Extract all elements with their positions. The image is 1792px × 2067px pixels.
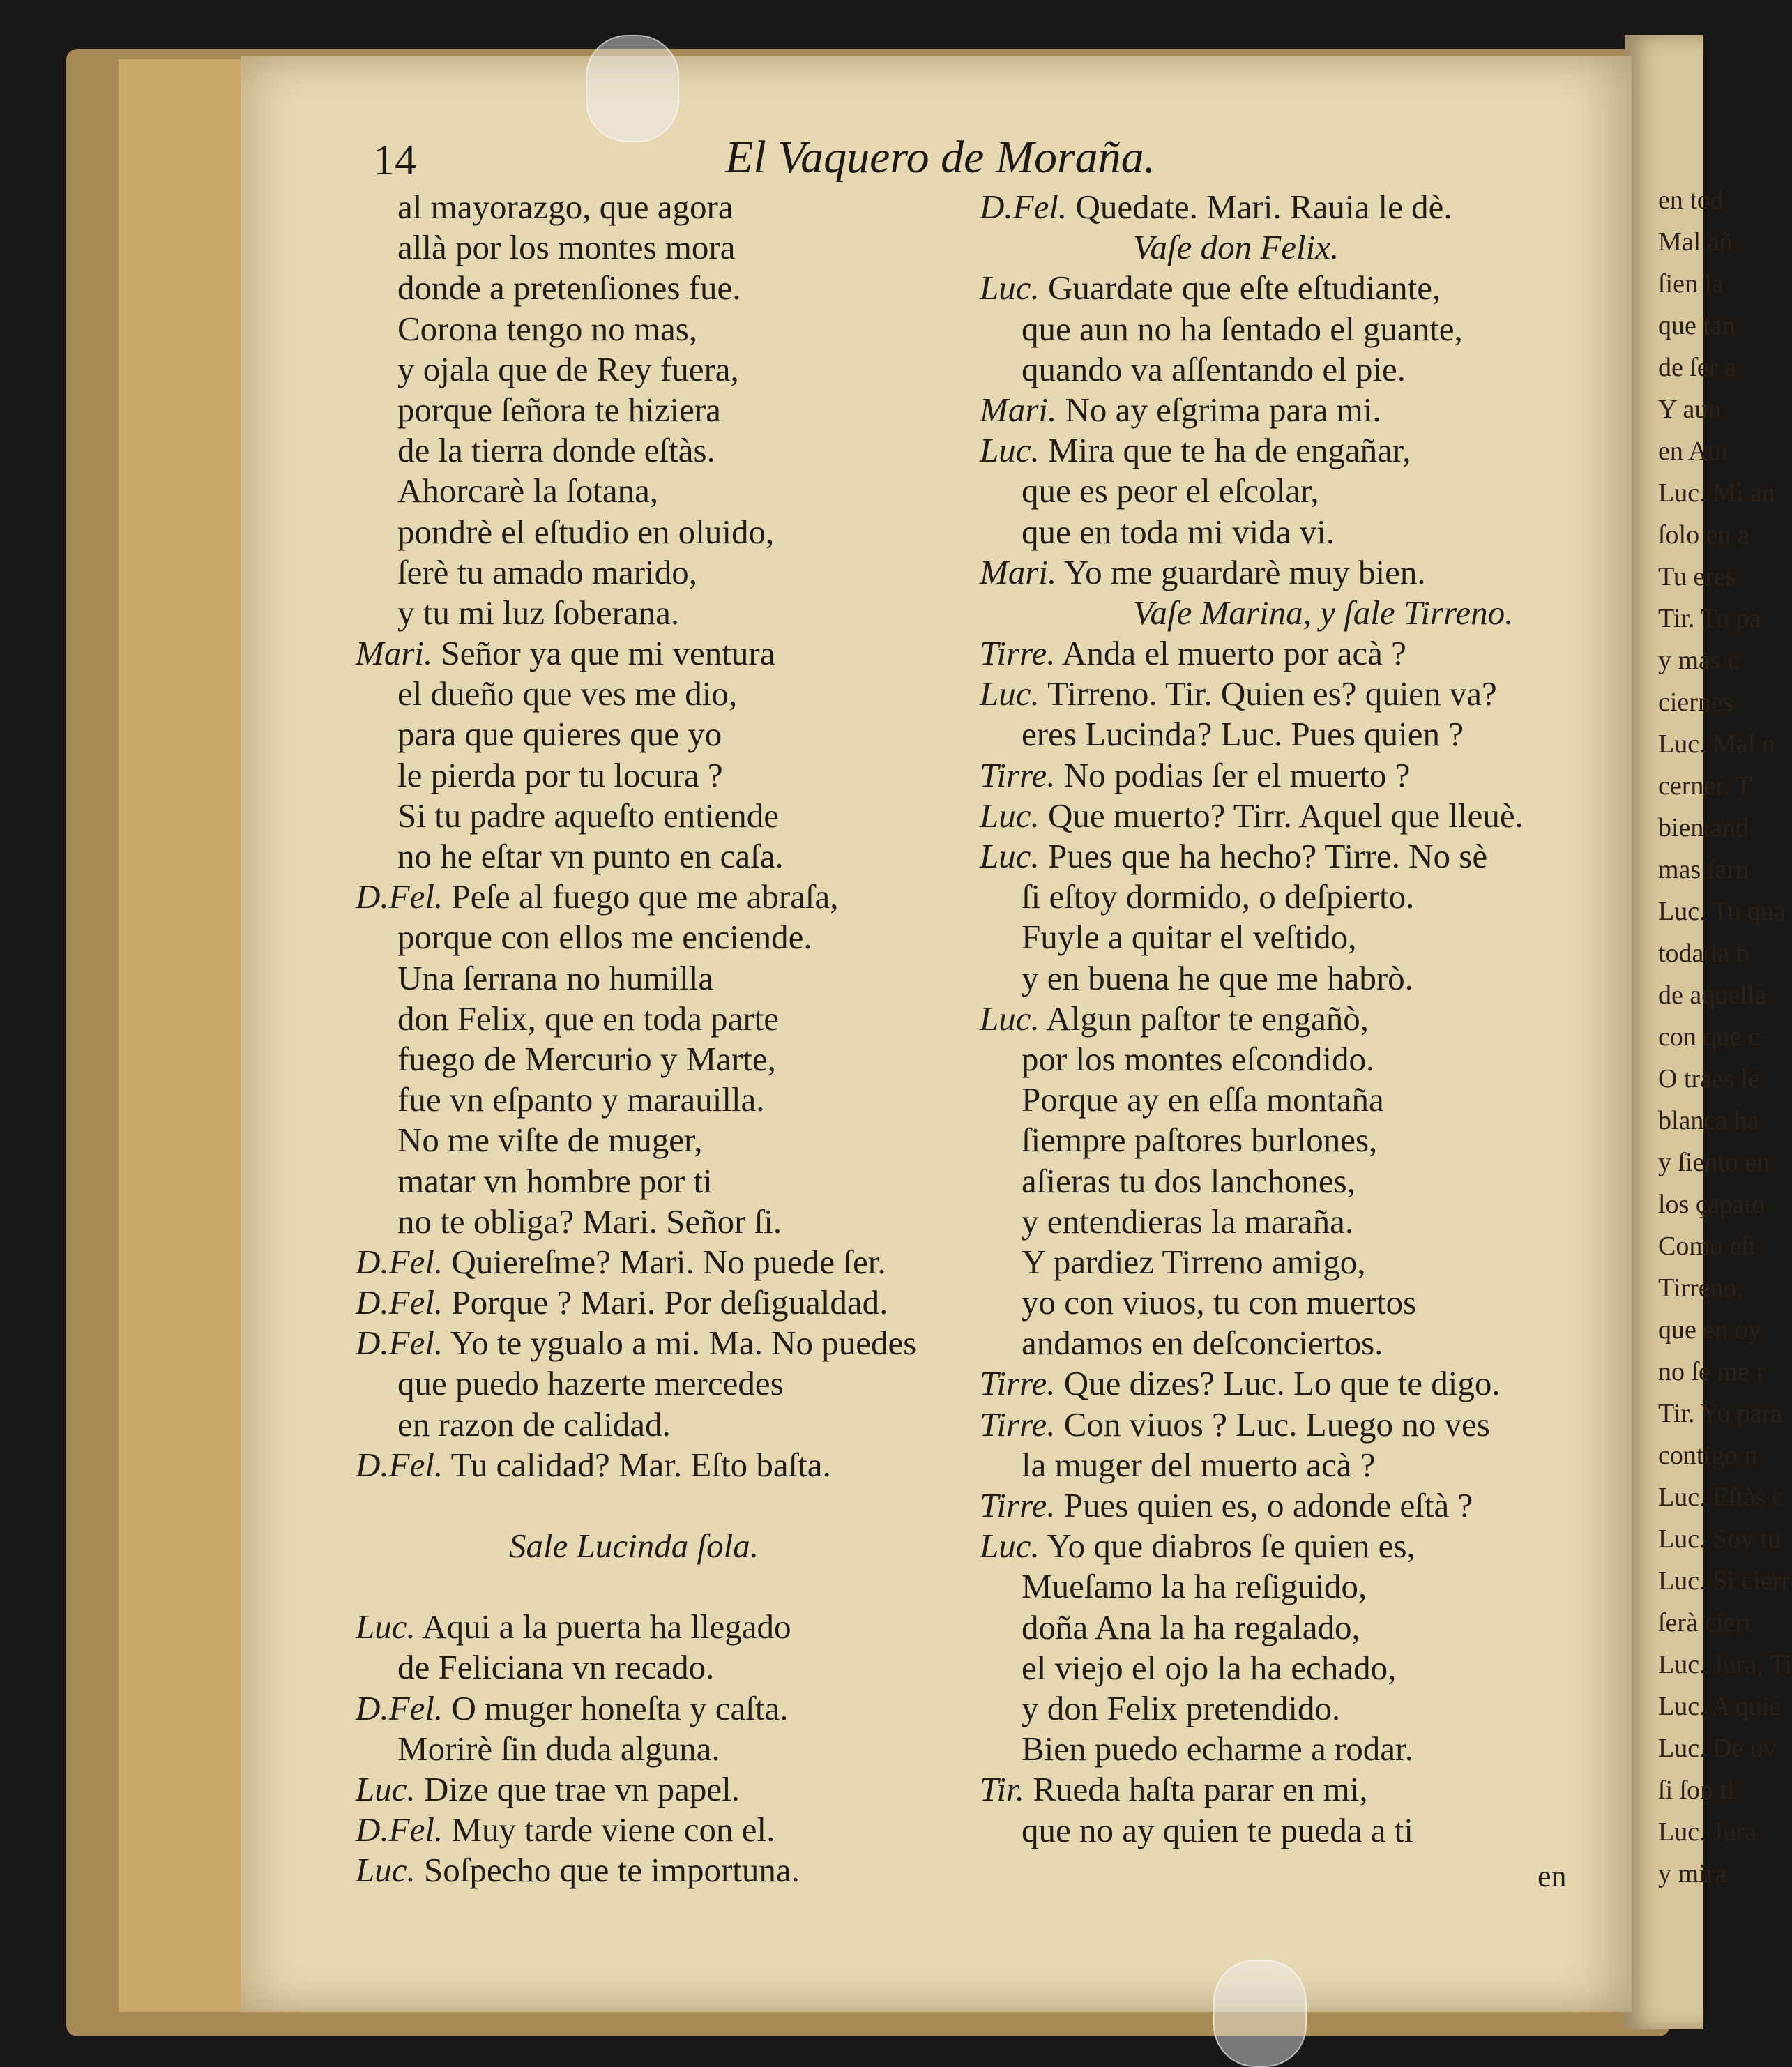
verse-text: ſi eſtoy dormido, o deſpierto. — [1022, 877, 1415, 916]
verse-text: que en toda mi vida vi. — [1022, 512, 1335, 551]
verse-text: que no ay quien te pueda a ti — [1022, 1810, 1413, 1849]
next-page-fragment: blanca ha — [1658, 1106, 1759, 1135]
next-page-strip — [1625, 35, 1792, 2029]
verse-text: Quiereſme? Mari. No puede ſer. — [451, 1242, 886, 1281]
verse-line — [356, 1485, 916, 1526]
speaker-label: Luc. — [356, 1607, 416, 1646]
verse-line — [356, 1850, 916, 1891]
stage-direction: Vaſe Marina, y ſale Tirreno. — [1133, 593, 1514, 632]
verse-text: Morirè ſin duda alguna. — [397, 1729, 720, 1768]
verse-line — [980, 1810, 1524, 1851]
verse-text: fuego de Mercurio y Marte, — [397, 1039, 776, 1078]
speaker-label: Luc. — [356, 1851, 416, 1890]
verse-line — [980, 1404, 1524, 1445]
verse-line — [980, 349, 1524, 390]
verse-text: el dueño que ves me dio, — [397, 674, 738, 713]
next-page-fragment: Luc. A quie — [1658, 1692, 1782, 1721]
verse-line — [980, 674, 1524, 714]
verse-line — [980, 471, 1524, 511]
verse-line — [356, 877, 916, 917]
verse-line — [356, 268, 916, 308]
next-page-fragment: ſolo en a — [1658, 520, 1749, 550]
verse-line — [980, 1080, 1524, 1120]
verse-line — [980, 1323, 1524, 1363]
next-page-fragment: ſi ſon ti — [1658, 1775, 1735, 1805]
verse-line — [356, 390, 916, 430]
verse-text: doña Ana la ha regalado, — [1022, 1607, 1360, 1646]
verse-text: don Felix, que en toda parte — [397, 999, 780, 1038]
verse-line — [980, 1526, 1524, 1566]
verse-line — [356, 1729, 916, 1769]
next-page-fragment: que tan — [1658, 311, 1736, 340]
verse-text: Yo te ygualo a mi. Ma. No puedes — [450, 1324, 917, 1363]
verse-text: Bien puedo echarme a rodar. — [1022, 1729, 1413, 1769]
verse-text: Corona tengo no mas, — [397, 309, 698, 348]
verse-line — [356, 1120, 916, 1160]
verse-line — [356, 836, 916, 877]
next-page-fragment: toda la b — [1658, 939, 1749, 968]
verse-line — [356, 430, 916, 471]
verse-text: de la tierra donde eſtàs. — [397, 431, 715, 470]
verse-line — [980, 268, 1524, 308]
next-page-fragment: cerner. T — [1658, 771, 1752, 801]
running-title: El Vaquero de Moraña. — [725, 132, 1156, 183]
verse-line — [980, 917, 1524, 957]
next-page-fragment: Luc. Eſtàs c — [1658, 1483, 1784, 1512]
verse-text: Que muerto? Tirr. Aquel que lleuè. — [1048, 796, 1524, 835]
next-page-fragment: de ſer a — [1658, 353, 1736, 382]
verse-line — [356, 958, 916, 999]
verse-text: No ay eſgrima para mi. — [1065, 390, 1381, 429]
speaker-label: Mari. — [980, 390, 1057, 429]
next-page-fragment: bien and — [1658, 813, 1749, 842]
verse-text: Anda el muerto por acà ? — [1062, 634, 1406, 673]
verse-line — [980, 512, 1524, 552]
next-page-fragment: Luc. Jura, Ti — [1658, 1650, 1792, 1679]
speaker-label: Luc. — [980, 268, 1040, 308]
stage-direction: Sale Lucinda ſola. — [509, 1527, 759, 1565]
speaker-label: Luc. — [980, 796, 1040, 835]
verse-line — [356, 714, 916, 755]
verse-text: Aqui a la puerta ha llegado — [422, 1607, 791, 1646]
verse-text: Mira que te ha de engañar, — [1048, 431, 1411, 470]
verse-text: pondrè el eſtudio en oluido, — [397, 512, 775, 551]
verse-line — [356, 1404, 916, 1445]
verse-text: Y pardiez Tirreno amigo, — [1022, 1242, 1366, 1281]
verse-text: No podias ſer el muerto ? — [1063, 755, 1411, 794]
verse-text: aſieras tu dos lanchones, — [1022, 1161, 1356, 1200]
verse-text: matar vn hombre por ti — [397, 1161, 713, 1200]
next-page-fragment: ciernes — [1658, 688, 1733, 717]
next-page-fragment: no ſe me r — [1658, 1357, 1766, 1386]
verse-text: Pues que ha hecho? Tirre. No sè — [1048, 837, 1488, 875]
next-page-fragment: Tir. Yo para — [1658, 1399, 1783, 1428]
next-page-fragment: Como eſt — [1658, 1232, 1756, 1261]
verse-line — [356, 1323, 916, 1363]
verse-line — [980, 1769, 1524, 1810]
speaker-label: D.Fel. — [356, 877, 443, 916]
verse-line — [980, 1485, 1524, 1526]
verse-text: y don Felix pretendido. — [1022, 1688, 1341, 1727]
speaker-label: D.Fel. — [356, 1445, 443, 1484]
verse-line — [356, 1810, 916, 1850]
verse-text: Con viuos ? Luc. Luego no ves — [1063, 1404, 1490, 1444]
speaker-label: Tirre. — [980, 1486, 1056, 1524]
verse-line — [980, 1729, 1524, 1769]
verse-text: Quedate. Mari. Rauia le dè. — [1075, 188, 1452, 226]
verse-line — [356, 1202, 916, 1242]
next-page-fragment: y mas c — [1658, 646, 1740, 675]
verse-line — [356, 674, 916, 714]
verse-line — [980, 1242, 1524, 1282]
verse-text: que aun no ha ſentado el guante, — [1022, 309, 1463, 348]
speaker-label: D.Fel. — [356, 1810, 443, 1849]
verse-line — [356, 471, 916, 511]
verse-text: y tu mi luz ſoberana. — [397, 593, 680, 632]
verse-line — [980, 958, 1524, 999]
verse-line — [980, 1161, 1524, 1202]
verse-text: no te obliga? Mari. Señor ſi. — [397, 1202, 782, 1241]
page-number: 14 — [373, 137, 416, 184]
verse-text: Una ſerrana no humilla — [397, 958, 714, 997]
next-page-fragment: Tu eres — [1658, 562, 1736, 591]
verse-text: Guardate que eſte eſtudiante, — [1048, 268, 1441, 308]
next-page-fragment: los çapato — [1658, 1190, 1766, 1219]
verse-line — [980, 1445, 1524, 1485]
verse-line — [980, 1282, 1524, 1323]
speaker-label: Luc. — [980, 837, 1040, 875]
verse-line — [356, 593, 916, 633]
verse-text: Fuyle a quitar el veſtido, — [1022, 918, 1357, 957]
verse-text: donde a pretenſiones fue. — [397, 268, 741, 308]
verse-text: Ahorcarè la ſotana, — [397, 471, 659, 510]
speaker-label: Luc. — [980, 431, 1040, 470]
verse-line — [980, 1566, 1524, 1607]
next-page-fragment: ſerà ciert — [1658, 1608, 1752, 1637]
verse-line — [980, 1688, 1524, 1729]
verse-line — [356, 1688, 916, 1729]
verse-line — [356, 187, 916, 227]
speaker-label: Tir. — [980, 1770, 1025, 1809]
verse-line — [980, 1039, 1524, 1080]
verse-line — [356, 796, 916, 836]
verse-text: Rueda haſta parar en mi, — [1033, 1770, 1368, 1809]
speaker-label: D.Fel. — [980, 188, 1068, 226]
verse-line — [356, 1566, 916, 1607]
verse-line — [356, 1161, 916, 1202]
verse-line — [980, 836, 1524, 877]
verse-line — [980, 1202, 1524, 1242]
verse-text: en razon de calidad. — [397, 1404, 671, 1444]
next-page-fragment: de aquella — [1658, 980, 1767, 1010]
verse-text: Yo me guardarè muy bien. — [1063, 552, 1426, 591]
verse-line — [980, 390, 1524, 430]
speaker-label: Luc. — [980, 674, 1040, 713]
verse-text: le pierda por tu locura ? — [397, 755, 723, 794]
verse-text: andamos en deſconciertos. — [1022, 1324, 1383, 1363]
next-page-fragment: Luc. Soy tu — [1658, 1524, 1782, 1554]
next-page-fragment: con que c — [1658, 1022, 1760, 1052]
next-page-fragment: Tir. Tu pa — [1658, 604, 1761, 633]
speaker-label: D.Fel. — [356, 1688, 443, 1727]
verse-line — [356, 917, 916, 957]
verse-line — [356, 1647, 916, 1688]
verse-line — [356, 1607, 916, 1647]
verse-text: Mueſamo la ha reſiguido, — [1022, 1567, 1367, 1606]
verse-text: No me viſte de muger, — [397, 1121, 703, 1160]
verse-line — [356, 309, 916, 349]
speaker-label: Luc. — [356, 1769, 416, 1808]
verse-line — [356, 633, 916, 674]
verse-text: al mayorazgo, que agora — [397, 188, 734, 226]
verse-text: Pues quien es, o adonde eſtà ? — [1063, 1486, 1473, 1524]
next-page-fragment: O traes le — [1658, 1064, 1760, 1093]
speaker-label: Tirre. — [980, 1404, 1056, 1444]
verse-line — [980, 552, 1524, 593]
speaker-label: Tirre. — [980, 1364, 1056, 1403]
verse-line — [980, 187, 1524, 227]
verse-text: no he eſtar vn punto en caſa. — [397, 837, 784, 875]
verse-text: Que dizes? Luc. Lo que te digo. — [1063, 1364, 1501, 1403]
verse-text: Tu calidad? Mar. Eſto baſta. — [450, 1445, 831, 1484]
verse-line — [980, 309, 1524, 349]
verse-text: que es peor el eſcolar, — [1022, 471, 1319, 510]
verse-line — [980, 714, 1524, 755]
verse-text: allà por los montes mora — [397, 228, 736, 267]
verse-line — [356, 1445, 916, 1485]
next-page-fragment: Luc. Mi an — [1658, 478, 1775, 508]
next-page-fragment: Luc. Jura — [1658, 1817, 1757, 1847]
verse-text: porque ſeñora te hiziera — [397, 390, 721, 429]
verse-line — [980, 1120, 1524, 1160]
next-page-fragment: ſien la — [1658, 269, 1724, 298]
next-page-fragment: Mal añ — [1658, 227, 1733, 257]
verse-text: y entendieras la maraña. — [1022, 1202, 1354, 1241]
next-page-fragment: y ſiento en — [1658, 1148, 1770, 1177]
verse-text: la muger del muerto acà ? — [1022, 1445, 1376, 1484]
next-page-fragment: Luc. Mal n — [1658, 729, 1775, 759]
verse-text: Si tu padre aqueſto entiende — [397, 796, 779, 835]
verse-line — [356, 1242, 916, 1282]
verse-text: Yo que diabros ſe quien es, — [1047, 1527, 1415, 1566]
verse-text: O muger honeſta y caſta. — [451, 1688, 789, 1727]
next-page-fragment: en Aui — [1658, 437, 1729, 466]
verse-line — [356, 1080, 916, 1120]
stage-direction: Vaſe don Felix. — [1133, 228, 1339, 267]
verse-line — [980, 1648, 1524, 1688]
speaker-label: Tirre. — [980, 755, 1056, 794]
verse-line — [356, 552, 916, 593]
verse-line — [356, 512, 916, 552]
next-page-fragment: Y aun — [1658, 395, 1722, 424]
left-column — [356, 187, 916, 1891]
verse-line — [356, 349, 916, 390]
speaker-label: D.Fel. — [356, 1324, 443, 1363]
next-page-fragment: contigo n — [1658, 1441, 1758, 1470]
catchword: en — [1537, 1859, 1567, 1893]
verse-line — [356, 1363, 916, 1404]
verse-line — [356, 227, 916, 268]
verse-text: Algun paſtor te engañò, — [1046, 999, 1369, 1038]
next-page-fragment: Luc. De ov — [1658, 1734, 1777, 1763]
verse-line — [980, 633, 1524, 674]
verse-text: de Feliciana vn recado. — [397, 1648, 715, 1687]
verse-line — [980, 755, 1524, 796]
verse-text: que puedo hazerte mercedes — [397, 1364, 784, 1403]
verse-text: Muy tarde viene con el. — [451, 1810, 775, 1849]
speaker-label: Mari. — [980, 552, 1057, 591]
speaker-label: D.Fel. — [356, 1283, 443, 1322]
verse-line — [980, 877, 1524, 917]
verse-text: yo con viuos, tu con muertos — [1022, 1283, 1417, 1322]
verse-text: Porque ? Mari. Por deſigualdad. — [451, 1283, 888, 1322]
verse-text: y ojala que de Rey fuera, — [397, 349, 739, 388]
verse-text: fue vn eſpanto y marauilla. — [397, 1080, 765, 1119]
next-page-fragment: y mira — [1658, 1859, 1727, 1888]
speaker-label: Luc. — [980, 999, 1040, 1038]
right-column — [980, 187, 1524, 1851]
verse-text: ſerè tu amado marido, — [397, 552, 697, 591]
verse-text: eres Lucinda? Luc. Pues quien ? — [1022, 715, 1464, 754]
next-page-fragment: Luc. Tu qua — [1658, 897, 1786, 926]
verse-text: ſiempre paſtores burlones, — [1022, 1121, 1378, 1160]
verse-line — [356, 1282, 916, 1323]
verse-text: Tirreno. Tir. Quien es? quien va? — [1047, 674, 1497, 713]
verse-line — [980, 430, 1524, 471]
verse-line — [356, 755, 916, 796]
next-page-fragment: Tirreno, — [1658, 1273, 1744, 1303]
bottom-clip — [1213, 1960, 1307, 2067]
top-clip — [586, 35, 679, 142]
verse-text: Soſpecho que te importuna. — [424, 1851, 800, 1890]
next-page-fragment: en tod — [1658, 186, 1724, 215]
verse-text: por los montes eſcondido. — [1022, 1039, 1375, 1078]
verse-text: para que quieres que yo — [397, 715, 722, 754]
speaker-label: Luc. — [980, 1527, 1040, 1566]
verse-text: y en buena he que me habrò. — [1022, 958, 1413, 997]
verse-text: el viejo el ojo la ha echado, — [1022, 1648, 1397, 1687]
speaker-label: Mari. — [356, 634, 433, 673]
next-page-fragment: Luc. Si cierr — [1658, 1566, 1790, 1596]
speaker-label: Tirre. — [980, 634, 1056, 673]
verse-text: Porque ay en eſſa montaña — [1022, 1080, 1384, 1119]
verse-line — [980, 1607, 1524, 1648]
verse-text: Señor ya que mi ventura — [441, 634, 775, 673]
verse-line — [356, 1769, 916, 1810]
verse-line — [980, 796, 1524, 836]
verse-text: quando va aſſentando el pie. — [1022, 349, 1406, 388]
next-page-fragment: mas ſarn — [1658, 855, 1749, 884]
verse-text: Peſe al fuego que me abraſa, — [451, 877, 839, 916]
verse-line — [356, 1039, 916, 1080]
speaker-label: D.Fel. — [356, 1242, 443, 1281]
verse-text: Dize que trae vn papel. — [424, 1769, 741, 1808]
verse-line — [356, 999, 916, 1039]
verse-line — [980, 999, 1524, 1039]
verse-line — [980, 1363, 1524, 1404]
next-page-fragment: que en oy — [1658, 1315, 1761, 1345]
verse-text: porque con ellos me enciende. — [397, 918, 812, 957]
